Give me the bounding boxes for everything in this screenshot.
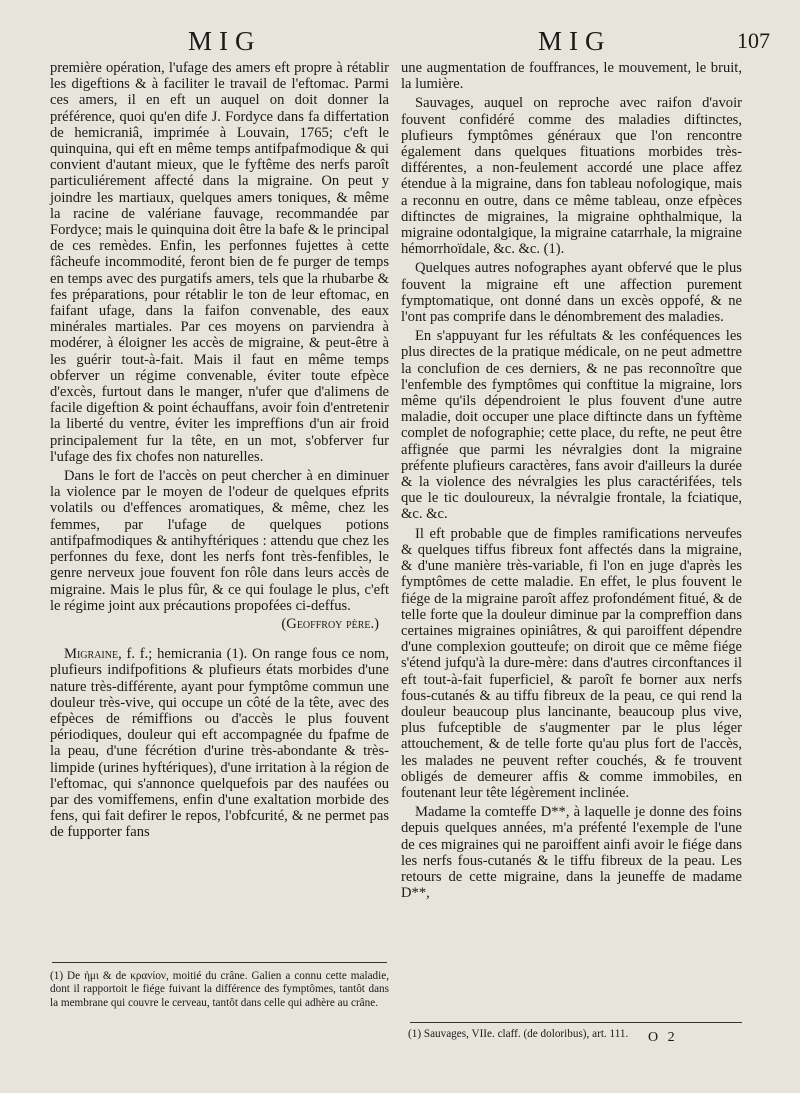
- author-signature: (Geoffroy père.): [281, 615, 379, 632]
- footnote-left: (1) De ἡμι & de κρανίον, moitié du crâne. Galien a connu cette maladie, dont il rapportoit le fiége fuivant la différence des fymptômes, tantôt dans la membrane qui couvre le cerveau, tantôt dans celle qui adhère au crâne.: [50, 970, 389, 1009]
- paragraph: une augmentation de fouffrances, le mouvement, le bruit, la lumière.: [401, 60, 742, 93]
- footnote-right: (1) Sauvages, VIIe. claff. (de doloribus), art. 111.: [408, 1028, 629, 1040]
- paragraph: En s'appuyant fur les réfultats & les conféquences les plus directes de la pratique médicale, on ne peut admettre la conclufion de ces derniers, & ne pas reconnoître que l'enfemble des fymptômes qui conftitue la migraine, lors même qu'ils dépendroient le plus fouvent d'une autre maladie, doit occuper une place diftincte dans un fyftème complet de nofographie; cette place, du refte, ne peut être affignée que parmi les névralgies dont la migraine préfente plufieurs caractères, fans avoir d'ailleurs la durée & la violence des névralgies les plus caractérifées, tels que le tic douloureux, la névralgie frontale, la fciatique, &c. &c.: [401, 328, 742, 523]
- signature-mark: O 2: [648, 1030, 678, 1045]
- running-head-right: MIG: [538, 26, 612, 56]
- entry-paragraph: [50, 646, 389, 840]
- running-head-left: MIG: [188, 26, 262, 56]
- left-column: [50, 60, 389, 841]
- entry-text: , f. f.; hemicrania (1). On range fous ce nom, plufieurs indifpofitions & plufieurs états morbides d'une nature très-différente, ayant pour fymptôme commun une douleur très-vive, qui occupe un côté de la tête, avec des efpèces de rémiffions ou d'accès le plus fouvent périodiques, douleur qui eft accompagnée du fpafme de la peau, d'une fécrétion d'urine très-abondante & très-limpide (urines hyftériques), d'une irritation à la région de l'eftomac, qui s'annonce quelquefois par des naufées ou par des vomiffemens, enfin d'une exaltation morbide des fens, qui fait defirer le repos, l'obfcurité, & ne permet pas de fupporter fans: [50, 646, 389, 841]
- paragraph: Dans le fort de l'accès on peut chercher à en diminuer la violence par le moyen de l'odeur de quelques efprits volatils ou d'effences aromatiques, & même, chez les femmes, par l'ufage de quelques potions antifpafmodiques & antihyftériques : attendu que chez les perfonnes du fexe, dont les nerfs font très-fenfibles, le genre nerveux joue fouvent fon rôle dans leurs accès de migraine. Mais le plus fûr, & ce qui foulage le plus, c'eft le régime joint aux précautions propofées ci-deffus.: [50, 468, 389, 614]
- footnote-rule-left: [52, 962, 387, 963]
- paragraph: première opération, l'ufage des amers eft propre à rétablir les digeftions & à faciliter le travail de l'eftomac. Parmi ces amers, il en eft un auquel on doit donner la préférence, quoi qu'en dife J. Fordyce dans fa differtation de hemicraniâ, imprimée à Louvain, 1765; c'eft le quinquina, qui eft en même temps antifpafmodique & qui convient d'autant mieux, que le fyftême des nerfs paroît particuliérement affecté dans la migraine. On peut y joindre les martiaux, quelques amers toniques, & même la racine de valériane fauvage, recommandée par Fordyce; mais le quinquina doit être la bafe & le principal de ces remèdes. Enfin, les perfonnes fujettes à cette fâcheufe incommodité, feront bien de fe purger de temps en temps avec des purgatifs amers, tels que la rhubarbe & fes préparations, pour rétablir le ton de leur eftomac, en faifant ufage, dans la faifon convenable, des eaux minérales martiales. Par ces moyens on parviendra à modérer, à éloigner les accès de migraine, & peut-être à les guérir tout-à-fait. Mais il faut en même temps obferver un régime convenable, éviter toute efpèce d'excès, furtout dans le manger, n'ufer que d'alimens de facile digeftion & point échauffans, avoir foin d'entretenir la liberté du ventre, éviter les impreffions d'un air froid principalement fur la tête, en un mot, s'obferver fur l'ufage des fix chofes non naturelles.: [50, 60, 389, 465]
- footnote-rule-right: [410, 1022, 742, 1023]
- paragraph: Quelques autres nofographes ayant obfervé que le plus fouvent la migraine eft une affection purement fymptomatique, ont donné dans un excès oppofé, & ne l'ont pas comprife dans le dénombrement des maladies.: [401, 260, 742, 326]
- paragraph: Il eft probable que de fimples ramifications nerveufes & quelques tiffus fibreux font affectés dans la migraine, & d'une manière très-variable, fi l'on en juge d'après les fymptômes de cette maladie. En effet, le plus fouvent le fiége de la migraine paroît affez profondément fitué, & de telle forte que la douleur diminue par la compreffion dans certaines migraines opiniâtres, & qui paroiffent dépendre d'une complexion goutteufe; on diroit que ce même fiége s'étend jufqu'à la dure-mère: dans d'autres circonftances il eft tout-à-fait fuperficiel, & paroît fe borner aux nerfs fous-cutanés & au tiffu fibreux de la peau, ce qui rend la douleur beaucoup plus lancinante, beaucoup plus vive, plus fufceptible de s'augmenter par le plus léger attouchement, & de telle forte qu'au plus fort de l'accès, les malades ne peuvent refter couchés, & fe trouvent obligés de demeurer affis & comme immobiles, en foutenant leur tête légèrement inclinée.: [401, 525, 742, 801]
- entry-headword: Migraine: [64, 646, 119, 663]
- page-number: 107: [737, 28, 770, 53]
- running-head: [0, 26, 800, 58]
- paragraph: Madame la comteffe D**, à laquelle je donne des foins depuis quelques années, m'a préfenté l'exemple de l'une de ces migraines qui ne paroiffent ainfi avoir le fiége dans les nerfs fous-cutanés & le tiffu fibreux de la peau. Les retours de cette migraine, dans la jeuneffe de madame D**,: [401, 804, 742, 902]
- paragraph: Sauvages, auquel on reproche avec raifon d'avoir fouvent confidéré comme des maladies diftinctes, plufieurs fymptômes généraux que l'on rencontre également dans quelques fituations morbides très-différentes, a non-feulement accordé une place affez étendue à la migraine, dans fon tableau nofologique, mais a reconnu en outre, dans ce même tableau, onze efpèces diftinctes de migraines, la migraine ophthalmique, la migraine odontalgique, la migraine catarrhale, la migraine hémorrhoïdale, &c. &c. (1).: [401, 95, 742, 258]
- right-column: [401, 60, 742, 901]
